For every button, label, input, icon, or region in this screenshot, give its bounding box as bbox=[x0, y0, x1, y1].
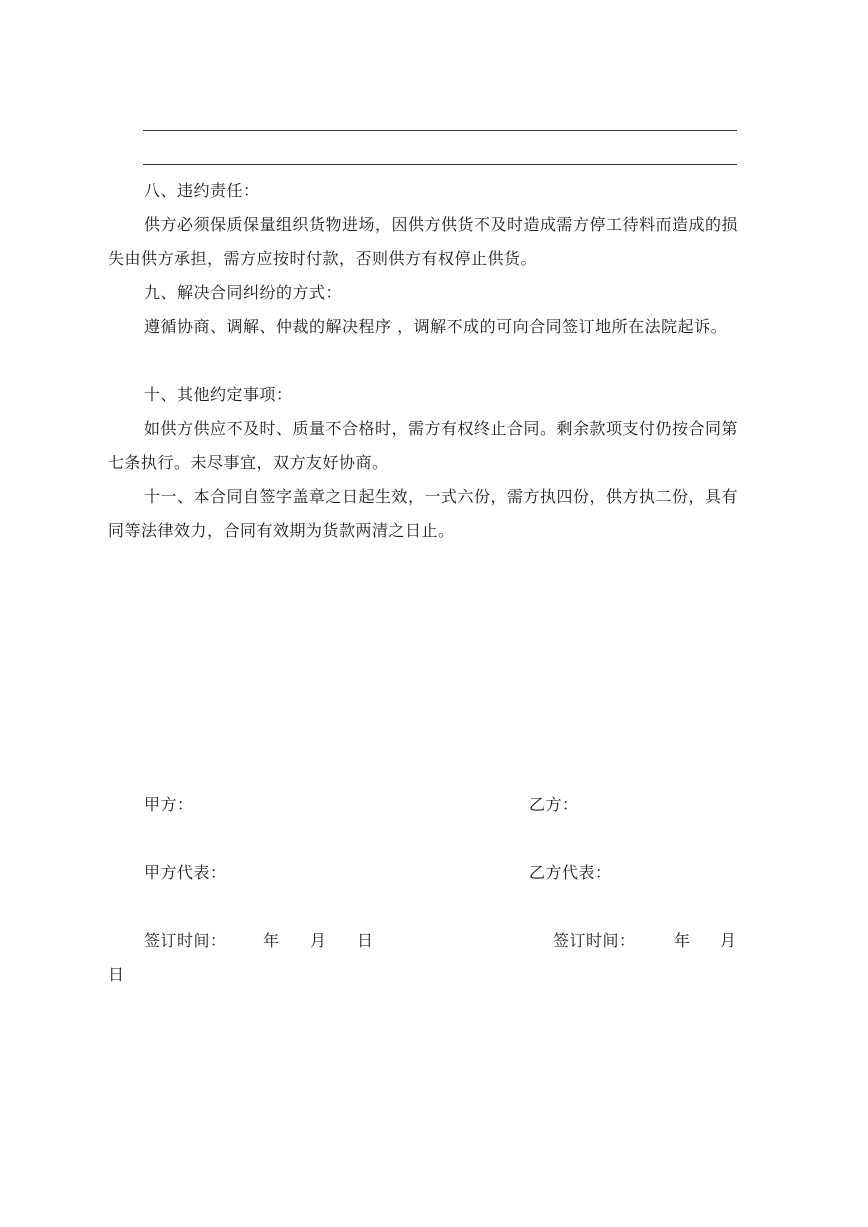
party-a-month-label: 月 bbox=[310, 931, 327, 950]
clause-other-heading: 十、其他约定事项： bbox=[144, 385, 293, 404]
party-a-day-label: 日 bbox=[357, 931, 374, 950]
clause-other-body: 如供方供应不及时、质量不合格时，需方有权终止合同。剩余款项支付仍按合同第七条执行。未尽事宜，双方友好协商。 bbox=[108, 419, 739, 472]
party-a-sign-date-label: 签订时间： bbox=[144, 931, 227, 950]
blank-line-1 bbox=[143, 130, 737, 131]
party-b-year-label: 年 bbox=[674, 931, 691, 950]
clause-dispute-heading: 九、解决合同纠纷的方式： bbox=[144, 283, 343, 302]
party-b-month-label: 月 bbox=[720, 931, 737, 950]
clause-breach-heading: 八、违约责任： bbox=[144, 181, 260, 200]
party-b-day-label: 日 bbox=[108, 965, 125, 984]
party-a-representative-label: 甲方代表： bbox=[144, 863, 227, 882]
clause-dispute-body: 遵循协商、调解、仲裁的解决程序 ，调解不成的可向合同签订地所在法院起诉。 bbox=[144, 317, 728, 336]
party-b-representative-label: 乙方代表： bbox=[529, 863, 612, 882]
party-a-year-label: 年 bbox=[263, 931, 280, 950]
clause-effect-body: 十一、本合同自签字盖章之日起生效，一式六份，需方执四份，供方执二份，具有同等法律效力，合同有效期为货款两清之日止。 bbox=[108, 487, 739, 540]
party-b-sign-date-label: 签订时间： bbox=[553, 931, 636, 950]
blank-line-2 bbox=[143, 164, 737, 165]
party-a-label: 甲方： bbox=[144, 795, 194, 814]
clause-breach-body: 供方必须保质保量组织货物进场，因供方供货不及时造成需方停工待料而造成的损失由供方承担，需方应按时付款，否则供方有权停止供货。 bbox=[108, 215, 739, 268]
party-b-label: 乙方： bbox=[529, 795, 579, 814]
